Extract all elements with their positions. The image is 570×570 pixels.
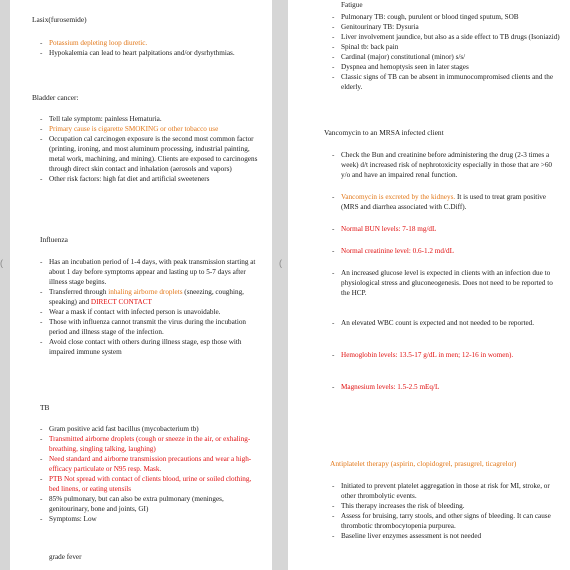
influenza-list [38,257,260,357]
vancomycin-usage-text: It is used to treat gram positive (MRS and diarrhea associated with C.Diff). [341,193,546,211]
list-item: - An increased glucose level is expected in clients with an infection due to physiological stress and gluconeogenesis. Does not need to be reported to the HCP. [330,268,562,298]
list-item: - Wear a mask if contact with infected person is unavoidable. [38,307,260,317]
list-item: - Cardinal (major) constitutional (minor) s/s/ [330,52,562,62]
list-item: - PTB Not spread with contact of clients blood, urine or soiled clothing, bed linens, or eating utensils [38,474,260,494]
list-item: - Transmitted airborne droplets (cough or sneeze in the air, or exhaling- breathing, singling talking, laughing) [38,434,260,454]
right-page [288,0,570,570]
bladder-cancer-list [38,114,260,184]
list-item: - Check the Bun and creatinine before administering the drug (2-3 times a week) d/t increased risk of nephrotoxicity especially in those that are >60 y/o and have an impaired renal function. [330,150,562,180]
influenza-contact-highlight: DIRECT CONTACT [90,298,152,306]
list-item: - Classic signs of TB can be absent in immunocompromised clients and the elderly. [330,72,562,92]
list-item: - Spinal tb: back pain [330,42,562,52]
list-item: - Has an incubation period of 1-4 days, with peak transmission starting at about 1 day before symptoms appear and lasting up to 5-7 days after illness stage begins. [38,257,260,287]
lasix-heading: Lasix(furosemide) [32,15,87,24]
list-item: - Initiated to prevent platelet aggregation in those at risk for MI, stroke, or other thrombolytic events. [330,481,562,501]
left-page [10,0,272,570]
tb-trailing-text: grade fever [49,553,82,561]
tb-fatigue-text: Fatigue [341,1,363,9]
list-item: - Other risk factors: high fat diet and artificial sweeteners [38,174,260,184]
list-item [330,192,562,212]
list-item: - Need standard and airborne transmission precautions and wear a high-efficacy particulate or N95 resp. Mask. [38,454,260,474]
list-item: - Avoid close contact with others during illness stage, esp those with impaired immune system [38,337,260,357]
antiplatelet-list [330,481,562,541]
influenza-transfer-middle: (sneezing, coughing, speaking) and [49,288,244,306]
list-item: - Baseline liver enzymes assessment is not needed [330,531,562,541]
list-item: - An elevated WBC count is expected and not needed to be reported. [330,318,562,328]
list-item: - Dyspnea and hemoptysis seen in later stages [330,62,562,72]
lasix-list [38,38,258,58]
list-item: - Symptoms: Low [38,514,260,524]
list-item: - Assess for bruising, tarry stools, and other signs of bleeding. It can cause thrombotic thrombocytopenia purpurea. [330,511,562,531]
list-item: - Hypokalemia can lead to heart palpitations and/or dysrhythmias. [38,48,258,58]
bladder-cancer-heading: Bladder cancer: [32,93,79,102]
list-item: - Magnesium levels: 1.5-2.5 mEq/L [330,382,562,392]
list-item: - Primary cause is cigarette SMOKING or other tobacco use [38,124,260,134]
list-item: - Tell tale symptom: painless Hematuria. [38,114,260,124]
tb-list [38,424,260,524]
tb-heading: TB [40,403,50,412]
vancomycin-list [330,150,562,392]
list-item: - Potassium depleting loop diuretic. [38,38,258,48]
vancomycin-heading: Vancomycin to an MRSA infected client [324,128,444,137]
influenza-transfer-text: Transferred through [49,288,109,296]
list-item: - Gram positive acid fast bacillus (mycobacterium tb) [38,424,260,434]
page-nav-left-mark[interactable]: ( [0,258,3,268]
list-item [38,287,260,307]
influenza-droplets-highlight: inhaling airborne droplets [108,288,183,296]
list-item: - Normal BUN levels: 7-18 mg/dL [330,224,562,234]
list-item: - Normal creatinine level: 0.6-1.2 md/dL [330,246,562,256]
list-item: - Hemoglobin levels: 13.5-17 g/dL in men; 12-16 in women). [330,350,562,360]
page-nav-right-mark[interactable]: ( [279,258,282,268]
list-item: - Genitourinary TB: Dysuria [330,22,562,32]
list-item: - Occupation cal carcinogen exposure is the second most common factor (printing, ironing, and most aluminum processing, industrial painting, metal work, machining, and mining). Clients are exposed to carcinogens through direct skin contact and inhalation (aerosols and vapors) [38,134,260,174]
list-item: - Liver involvement jaundice, but also as a side effect to TB drugs (Isoniazid) [330,32,562,42]
influenza-heading: Influenza [40,235,68,244]
tb-continued-list [330,12,562,92]
vancomycin-excreted-highlight: Vancomycin is excreted by the kidneys. [341,193,456,201]
list-item: - This therapy increases the risk of bleeding. [330,501,562,511]
list-item: - 85% pulmonary, but can also be extra pulmonary (meninges, genitourinary, bone and joints, GI) [38,494,260,514]
list-item: - Those with influenza cannot transmit the virus during the incubation period and illness stage of the infection. [38,317,260,337]
list-item: - Pulmonary TB: cough, purulent or blood tinged sputum, SOB [330,12,562,22]
antiplatelet-heading: Antiplatelet therapy (aspirin, clopidogrel, prasugrel, ticagrelor) [330,459,517,468]
